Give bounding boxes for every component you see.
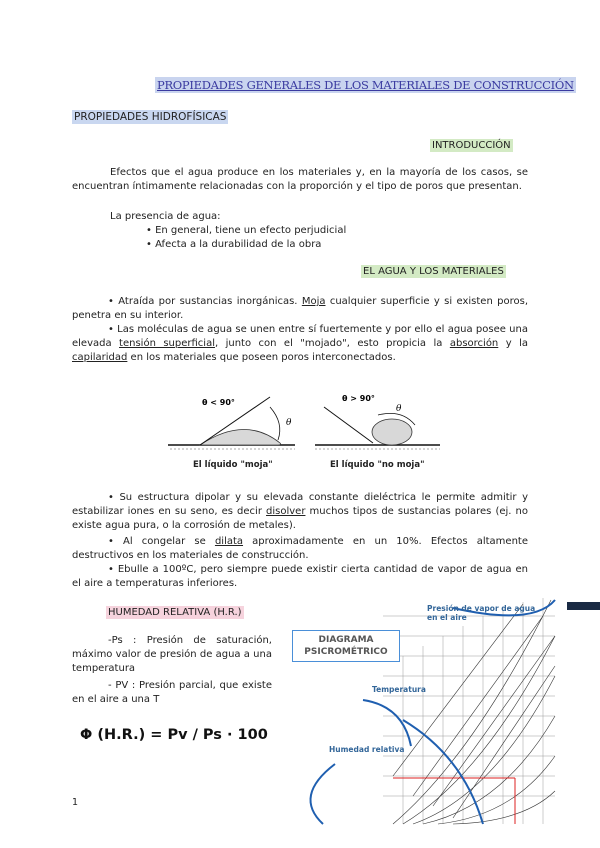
pv-definition: - PV : Presión parcial, que existe en el aire a una T — [72, 680, 272, 706]
water-bullet-1: • Atraída por sustancias inorgánicas. Moja cualquier superficie y si existen poros, penetra en su interior. — [72, 296, 529, 322]
intro-presence: La presencia de agua: — [110, 211, 221, 222]
water-bullet-3: • Su estructura dipolar y su elevada constante dieléctrica le permite admitir y estabilizar iones en su seno, es decir disolver muchos tipos de sustancias polares (ej. no existe agua pura, o la corrosión de metales). — [72, 492, 528, 532]
caption-wets: El líquido "moja" — [193, 460, 273, 470]
non-wetting-drop — [315, 407, 440, 449]
psychrometric-title: DIAGRAMA PSICROMÉTRICO — [292, 630, 400, 662]
label-temperature: Temperatura — [372, 685, 426, 694]
page-number: 1 — [72, 797, 79, 808]
label-vapor-pressure: Presión de vapor de agua en el aire — [427, 604, 536, 622]
label-relative-humidity: Humedad relativa — [329, 745, 405, 754]
theta-right: θ — [396, 404, 402, 414]
caption-not-wets: El líquido "no moja" — [330, 460, 425, 470]
angle-label-right: θ > 90° — [342, 394, 375, 403]
water-heading: EL AGUA Y LOS MATERIALES — [363, 266, 504, 277]
intro-bullet-2: • Afecta a la durabilidad de la obra — [146, 239, 322, 250]
intro-paragraph: Efectos que el agua produce en los materiales y, en la mayoría de los casos, se encuentran íntimamente relacionadas con la proporción y el tipo de poros que presentan. — [72, 167, 528, 193]
relative-humidity-formula: Φ (H.R.) = Pv / Ps · 100 — [80, 727, 268, 743]
water-bullet-4: • Al congelar se dilata aproximadamente en un 10%. Efectos altamente destructivos en los materiales de construcción. — [72, 536, 528, 562]
intro-bullet-1: • En general, tiene un efecto perjudicial — [146, 225, 347, 236]
humidity-heading: HUMEDAD RELATIVA (H.R.) — [108, 607, 242, 618]
section-title: PROPIEDADES HIDROFÍSICAS — [74, 111, 227, 123]
water-bullet-2: • Las moléculas de agua se unen entre sí fuertemente y por ello el agua posee una elevada tensión superficial, junto con el "mojado", esto propicia la absorción y la capilaridad en los materiales que poseen poros interconectados. — [72, 324, 528, 364]
water-bullet-5: • Ebulle a 100ºC, pero siempre puede existir cierta cantidad de vapor de agua en el aire a temperaturas inferiores. — [72, 564, 528, 590]
theta-left: θ — [286, 418, 292, 428]
intro-heading: INTRODUCCIÓN — [432, 140, 511, 151]
chart-corner-block — [567, 602, 600, 610]
ps-definition: -Ps : Presión de saturación, máximo valor de presión de agua a una temperatura — [72, 635, 272, 675]
angle-label-left: θ < 90° — [202, 398, 235, 407]
document-title: PROPIEDADES GENERALES DE LOS MATERIALES DE CONSTRUCCIÓN — [157, 78, 574, 92]
